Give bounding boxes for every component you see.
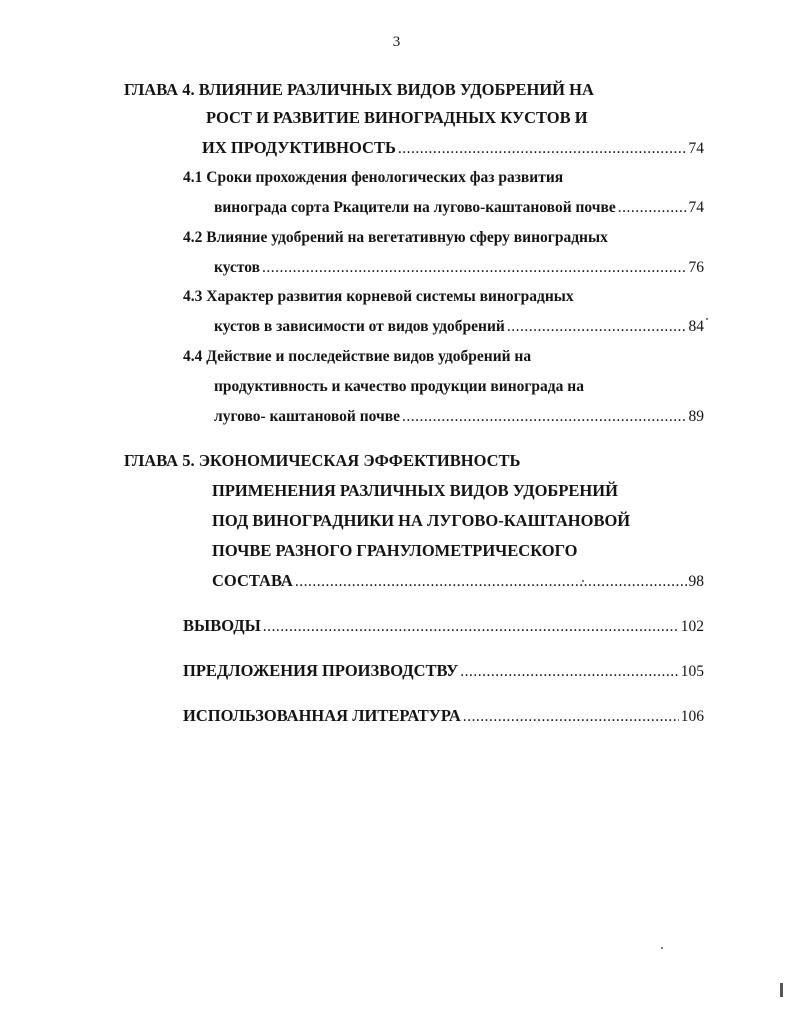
page-number: 3 <box>392 34 401 50</box>
section-4-4-page: 89 <box>688 408 704 425</box>
chapter-4-title-line-3: ИХ ПРОДУКТИВНОСТЬ <box>202 138 396 157</box>
conclusions-entry[interactable] <box>183 616 704 637</box>
references-title: ИСПОЛЬЗОВАННАЯ ЛИТЕРАТУРА <box>183 706 461 725</box>
proposals-title: ПРЕДЛОЖЕНИЯ ПРОИЗВОДСТВУ <box>183 661 459 680</box>
dot-leader <box>402 407 687 427</box>
references-page: 106 <box>680 708 704 725</box>
chapter-4-title-line-1: ГЛАВА 4. ВЛИЯНИЕ РАЗЛИЧНЫХ ВИДОВ УДОБРЕНИЙ НА <box>124 80 594 99</box>
chapter-5-title-line-1: ГЛАВА 5. ЭКОНОМИЧЕСКАЯ ЭФФЕКТИВНОСТЬ <box>124 451 521 470</box>
proposals-entry[interactable] <box>183 661 704 682</box>
dot-leader <box>262 258 686 278</box>
section-4-3-line-1: 4.3 Характер развития корневой системы виноградных <box>183 288 574 305</box>
dot-leader <box>263 617 679 637</box>
section-4-4-entry[interactable] <box>214 407 704 427</box>
section-4-4-line-2: продуктивность и качество продукции винограда на <box>214 378 584 395</box>
dot-leader <box>507 317 687 337</box>
chapter-5-page: 98 <box>688 573 704 590</box>
conclusions-page: 102 <box>680 618 704 635</box>
section-4-1-page: 74 <box>688 199 704 216</box>
chapter-5-entry[interactable] <box>212 571 704 592</box>
section-4-2-entry[interactable] <box>214 258 704 278</box>
dot-leader <box>295 572 687 592</box>
dot-leader <box>398 139 687 159</box>
section-4-3-page: 84 <box>688 318 704 335</box>
chapter-4-entry[interactable] <box>202 138 704 159</box>
dot-leader <box>463 707 679 727</box>
dot-leader <box>618 198 687 218</box>
section-4-2-line-1: 4.2 Влияние удобрений на вегетативную сферу виноградных <box>183 229 608 246</box>
chapter-5-title-line-3: ПОД ВИНОГРАДНИКИ НА ЛУГОВО-КАШТАНОВОЙ <box>212 511 631 530</box>
chapter-4-page: 74 <box>688 140 704 157</box>
section-4-4-line-3: лугово- каштановой почве <box>214 408 400 425</box>
section-4-1-line-2: винограда сорта Ркацители на лугово-каштановой почве <box>214 199 616 216</box>
section-4-2-page: 76 <box>688 259 704 276</box>
scan-speck <box>582 580 584 582</box>
references-entry[interactable] <box>183 706 704 727</box>
proposals-page: 105 <box>680 663 704 680</box>
scan-speck <box>706 318 708 320</box>
chapter-5-title-line-5: СОСТАВА <box>212 571 293 590</box>
chapter-5-title-line-2: ПРИМЕНЕНИЯ РАЗЛИЧНЫХ ВИДОВ УДОБРЕНИЙ <box>212 481 618 500</box>
scan-speck <box>661 947 663 949</box>
dot-leader <box>460 662 678 682</box>
section-4-3-line-2: кустов в зависимости от видов удобрений <box>214 318 505 335</box>
section-4-4-line-1: 4.4 Действие и последействие видов удобрений на <box>183 348 532 365</box>
conclusions-title: ВЫВОДЫ <box>183 616 261 635</box>
scan-speck <box>780 983 783 997</box>
section-4-1-line-1: 4.1 Сроки прохождения фенологических фаз развития <box>183 169 564 186</box>
chapter-5-title-line-4: ПОЧВЕ РАЗНОГО ГРАНУЛОМЕТРИЧЕСКОГО <box>212 541 578 560</box>
chapter-4-title-line-2: РОСТ И РАЗВИТИЕ ВИНОГРАДНЫХ КУСТОВ И <box>206 108 588 127</box>
section-4-1-entry[interactable] <box>214 198 704 218</box>
section-4-3-entry[interactable] <box>214 317 704 337</box>
section-4-2-line-2: кустов <box>214 259 261 276</box>
